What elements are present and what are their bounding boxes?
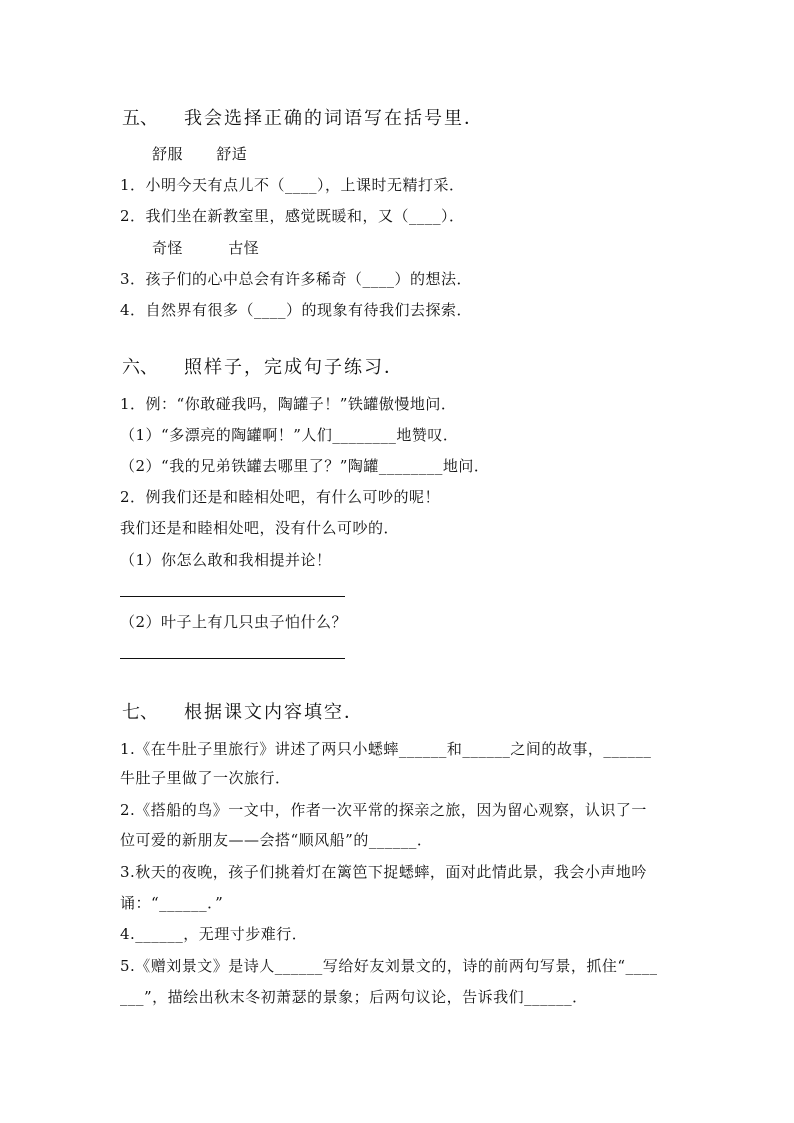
question-line: 1．例：“你敢碰我吗，陶罐子！”铁罐傲慢地问． — [120, 395, 457, 413]
question-line: 5.《赠刘景文》是诗人______写给好友刘景文的，诗的前两句写景，抓住“____ — [120, 957, 658, 975]
answer-line — [120, 658, 345, 659]
word-choice: 舒适 — [216, 145, 248, 163]
word-choices-1 — [152, 144, 247, 164]
question-line: 诵：“______．” — [120, 894, 224, 912]
answer-line — [120, 596, 345, 597]
section-7-heading — [122, 701, 364, 725]
word-choice: 奇怪 — [152, 239, 184, 257]
question-line: （2）“我的兄弟铁罐去哪里了？”陶罐________地问． — [120, 457, 490, 475]
question-line: 牛肚子里做了一次旅行． — [120, 769, 291, 787]
section-6-heading — [122, 356, 404, 380]
question-line: 1．小明今天有点儿不（____），上课时无精打采． — [120, 176, 465, 194]
question-line: 4．自然界有很多（____）的现象有待我们去探索． — [120, 301, 473, 319]
section-5-title: 我会选择正确的词语写在括号里． — [184, 108, 484, 129]
question-line: 3．孩子们的心中总会有许多稀奇（____）的想法． — [120, 270, 473, 288]
word-choices-2 — [152, 238, 259, 258]
word-choice: 舒服 — [152, 145, 184, 163]
section-6-title: 照样子，完成句子练习． — [184, 357, 404, 378]
question-line: 位可爱的新朋友——会搭“顺风船”的______． — [120, 831, 433, 849]
section-5-number: 五、 — [122, 108, 158, 129]
section-6-number: 六、 — [122, 357, 158, 378]
question-line: 3.秋天的夜晚，孩子们挑着灯在篱笆下捉蟋蟀，面对此情此景，我会小声地吟 — [120, 863, 647, 881]
question-line: 我们还是和睦相处吧，没有什么可吵的． — [120, 519, 400, 537]
question-line: ___”，描绘出秋末冬初萧瑟的景象；后两句议论，告诉我们______． — [120, 988, 588, 1006]
question-line: （1）你怎么敢和我相提并论！ — [120, 551, 332, 569]
question-line: 2.《搭船的鸟》一文中，作者一次平常的探亲之旅，因为留心观察，认识了一 — [120, 801, 647, 819]
question-line: 4.______，无理寸步难行． — [120, 925, 308, 943]
question-line: 2．例我们还是和睦相处吧，有什么可吵的呢！ — [120, 488, 441, 506]
question-line: （2）叶子上有几只虫子怕什么？ — [120, 613, 348, 631]
section-7-number: 七、 — [122, 702, 158, 723]
section-7-title: 根据课文内容填空． — [184, 702, 364, 723]
question-line: 2．我们坐在新教室里，感觉既暖和，又（____）． — [120, 207, 465, 225]
word-choice: 古怪 — [228, 239, 260, 257]
question-line: 1.《在牛肚子里旅行》讲述了两只小蟋蟀______和______之间的故事，______ — [120, 740, 652, 758]
section-5-heading — [122, 107, 484, 131]
question-line: （1）“多漂亮的陶罐啊！”人们________地赞叹． — [120, 426, 459, 444]
